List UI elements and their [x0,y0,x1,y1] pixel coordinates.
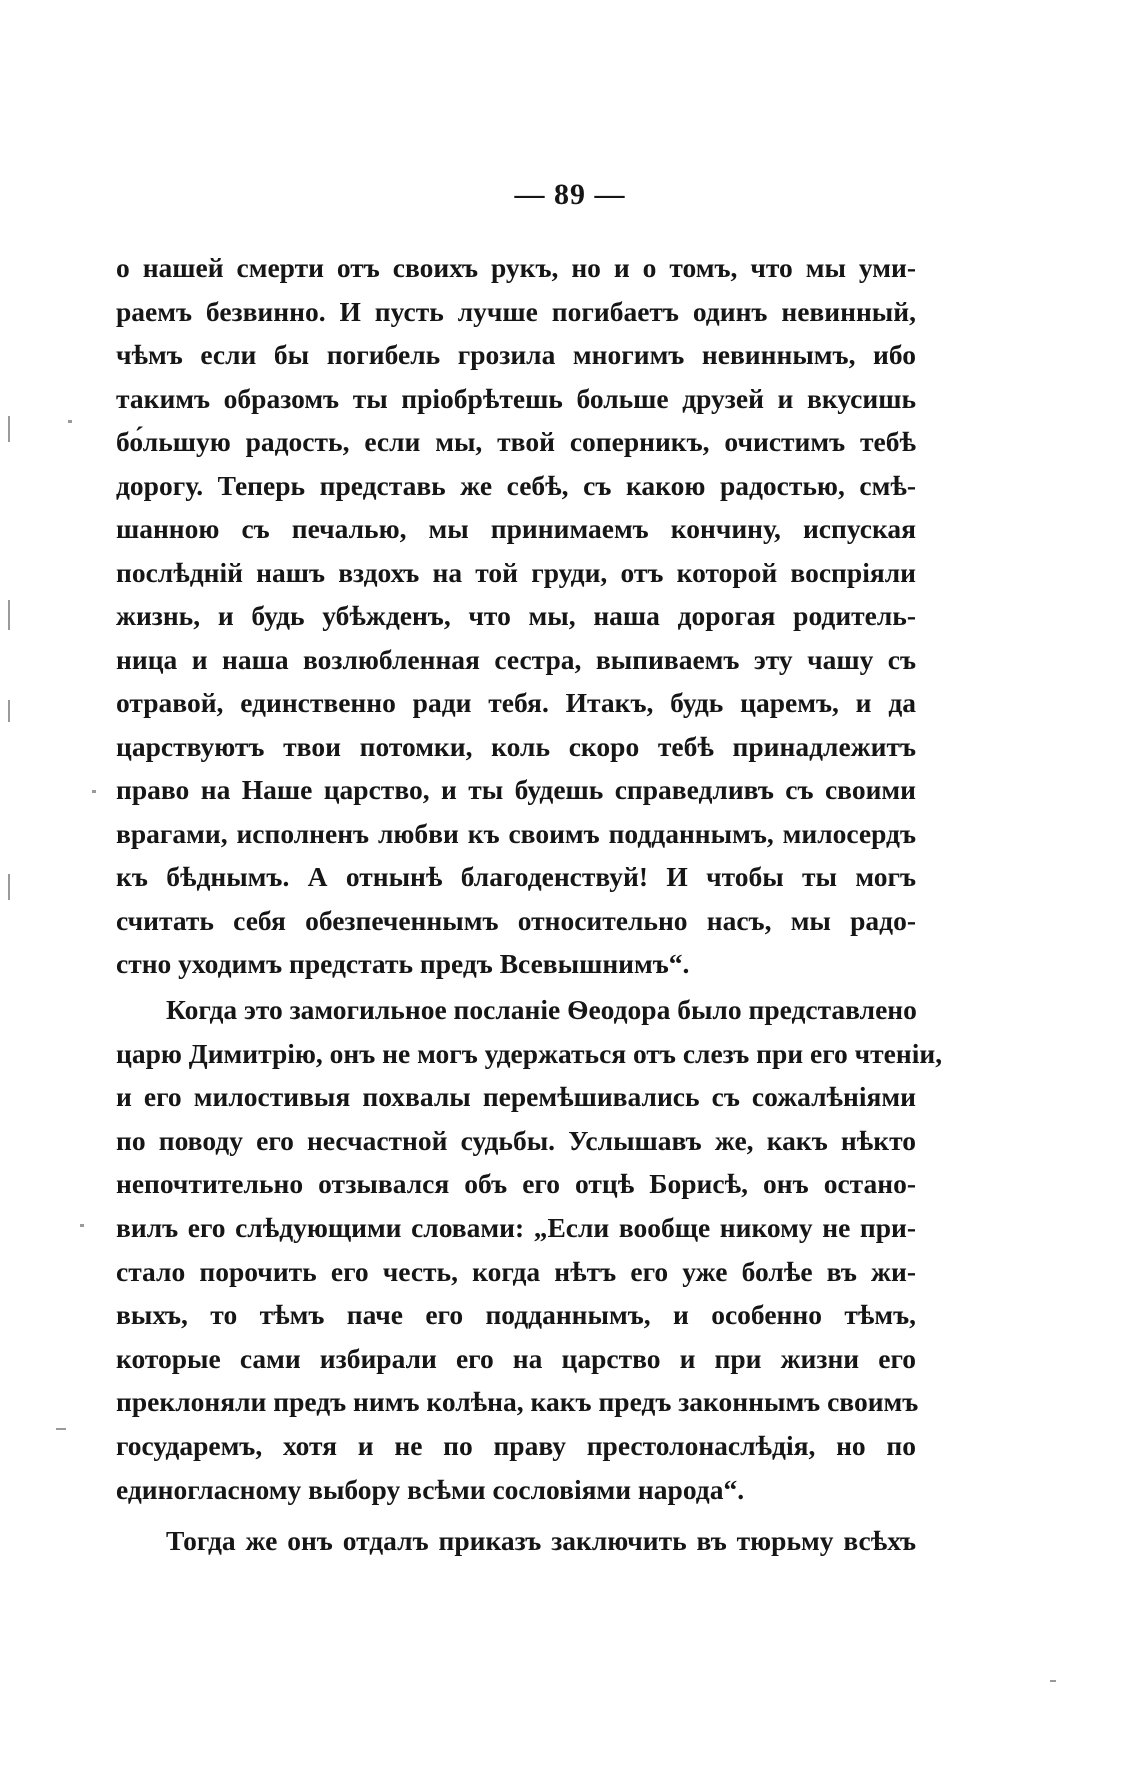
paragraph-1 [116,246,916,986]
scan-mark [80,1224,84,1227]
scan-mark [8,700,10,722]
text-line: царствуютъ твои потомки, коль скоро тебѣ принадлежитъ [116,730,916,762]
text-line: царю Димитрію, онъ не могъ удержаться отъ слезъ при его чтеніи, [116,1037,943,1069]
text-line: вилъ его слѣдующими словами: „Если вообще никому не при- [116,1211,916,1243]
text-line: чѣмъ если бы погибель грозила многимъ невиннымъ, ибо [116,339,916,370]
text-line: которые сами избирали его на царство и при жизни его [116,1342,916,1374]
text-line: врагами, исполненъ любви къ своимъ подданнымъ, милосердъ [116,817,916,849]
text-line: считать себя обезпеченнымъ относительно насъ, мы радо- [116,904,916,936]
scan-mark [68,420,72,423]
text-line: къ бѣднымъ. А отнынѣ благоденствуй! И чтобы ты могъ [116,861,916,892]
text-line: непочтительно отзывался объ его отцѣ Борисѣ, онъ остано- [116,1168,916,1200]
text-line: такимъ образомъ ты пріобрѣтешь больше друзей и вкусишь [116,382,916,414]
text-line: выхъ, то тѣмъ паче его подданнымъ, и особенно тѣмъ, [116,1299,916,1331]
text-line: Когда это замогильное посланіе Ѳеодора было представлено [166,994,917,1025]
paragraph-3 [116,1519,916,1563]
text-line: ница и наша возлюбленная сестра, выпиваемъ эту чашу съ [116,643,916,675]
text-line: раемъ безвинно. И пусть лучше погибаетъ одинъ невинный, [116,295,916,327]
page-number: — 89 — [514,178,626,211]
text-line: государемъ, хотя и не по праву престолонаслѣдія, но по [116,1429,916,1461]
text-line: бо́льшую радость, если мы, твой соперникъ, очистимъ тебѣ [116,426,916,457]
text-line: единогласному выбору всѣми сословіями народа“. [116,1473,745,1505]
text-line: Тогда же онъ отдалъ приказъ заключить въ тюрьму всѣхъ [166,1525,916,1556]
text-line: по поводу его несчастной судьбы. Услышавъ же, какъ нѣкто [116,1124,916,1156]
text-line: и его милостивыя похвалы перемѣшивались съ сожалѣніями [116,1081,916,1113]
scan-mark [8,416,10,442]
text-line: жизнь, и будь убѣжденъ, что мы, наша дорогая родитель- [116,600,916,631]
text-line: шанною съ печалью, мы принимаемъ кончину, испуская [116,513,916,544]
text-line: преклоняли предъ нимъ колѣна, какъ предъ законнымъ своимъ [116,1386,919,1418]
text-line: стно уходимъ предстать предъ Всевышнимъ“. [116,948,690,979]
text-line: дорогу. Теперь представь же себѣ, съ какою радостью, смѣ- [116,469,916,501]
text-line: право на Наше царство, и ты будешь справедливъ съ своими [116,774,916,805]
text-line: отравой, единственно ради тебя. Итакъ, будь царемъ, и да [116,687,916,718]
text-line: стало порочить его честь, когда нѣтъ его уже болѣе въ жи- [116,1255,916,1287]
text-line: послѣдній нашъ вздохъ на той груди, отъ которой воспріяли [116,556,916,588]
paragraph-2 [116,988,943,1511]
scan-mark [8,600,10,630]
scan-mark [92,790,96,793]
scan-mark [1050,1680,1056,1682]
scan-mark [8,874,10,900]
text-line: о нашей смерти отъ своихъ рукъ, но и о томъ, что мы уми- [116,252,916,283]
scan-mark [56,1428,66,1430]
